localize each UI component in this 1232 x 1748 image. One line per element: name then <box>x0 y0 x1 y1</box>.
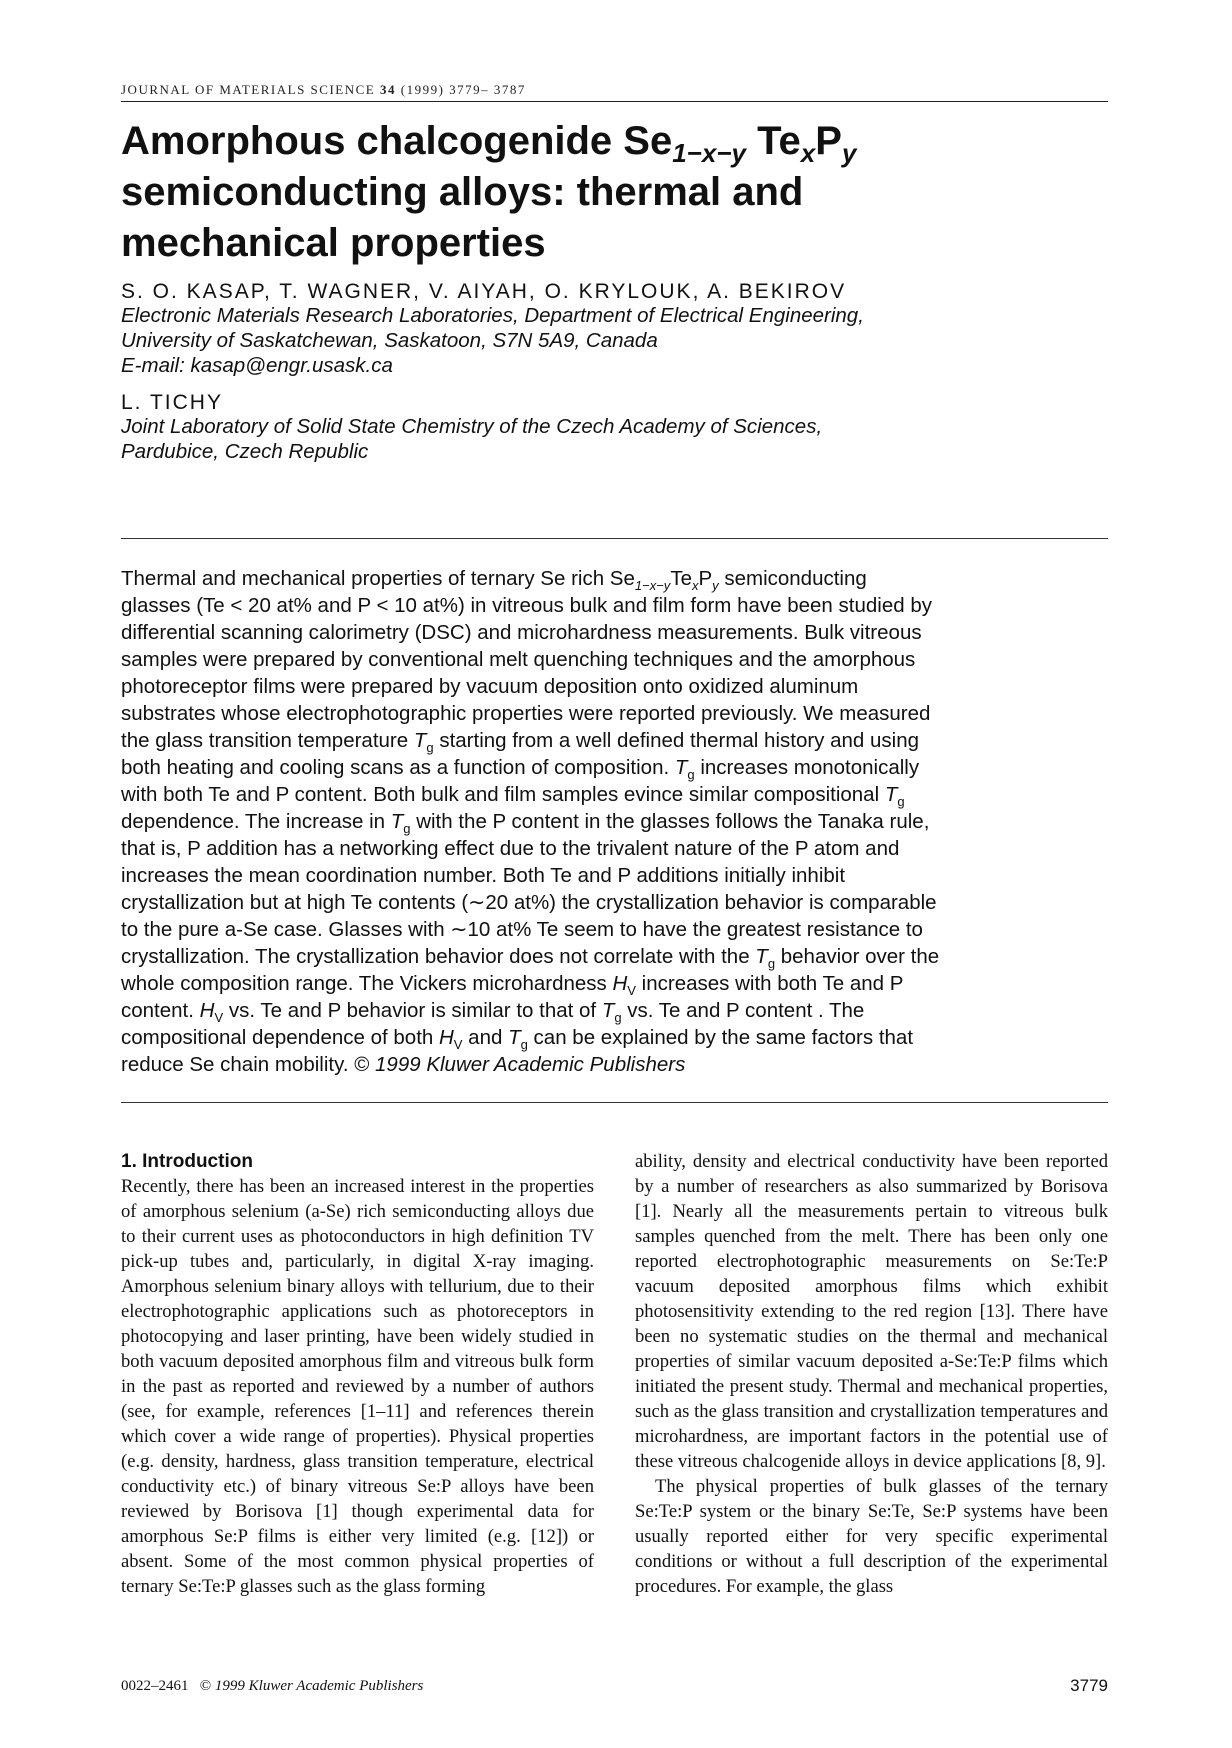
abstract-line: content. $H_V$ vs. Te and P behavior is similar to that of $T_g$ vs. Te and P content . The <box>121 999 865 1026</box>
title-line: semiconducting alloys: thermal and <box>121 170 804 214</box>
footer-issn <box>121 1678 423 1695</box>
paper-page <box>121 0 1108 1748</box>
journal-header <box>121 82 1108 102</box>
abstract-line: the glass transition temperature $T_g$ starting from a well defined thermal history and using <box>121 729 920 756</box>
divider-top <box>121 538 1108 539</box>
abstract-line: dependence. The increase in $T_g$ with the P content in the glasses follows the Tanaka rule, <box>121 810 930 837</box>
author-email: E-mail: kasap@engr.usask.ca <box>121 354 393 377</box>
affiliation-line: Joint Laboratory of Solid State Chemistry of the Czech Academy of Sciences, <box>121 415 823 438</box>
title-subscript: y <box>841 138 857 168</box>
body-column-left <box>121 1149 594 1599</box>
abstract-line: photoreceptor films were prepared by vacuum deposition onto oxidized aluminum <box>121 675 859 698</box>
abstract-line: substrates whose electrophotographic properties were reported previously. We measured <box>121 702 931 725</box>
abstract-line: crystallization. The crystallization behavior does not correlate with the $T_g$ behavior over the <box>121 945 940 972</box>
body-column-right <box>635 1149 1108 1599</box>
affiliation-2 <box>121 414 1108 464</box>
abstract <box>121 565 1108 1078</box>
abstract-line: compositional dependence of both $H_V$ and $T_g$ can be explained by the same factors that <box>121 1026 914 1053</box>
abstract-line: whole composition range. The Vickers microhardness $H_V$ increases with both Te and P <box>121 972 904 999</box>
abstract-line: reduce Se chain mobility. © 1999 Kluwer Academic Publishers <box>121 1053 686 1076</box>
divider-bottom <box>121 1102 1108 1103</box>
page-number: 3779 <box>1070 1676 1108 1695</box>
copyright-symbol: © <box>199 1678 212 1694</box>
journal-year-pages: (1999) 3779– 3787 <box>400 82 526 97</box>
title-subscript: 1−x−y <box>672 138 746 168</box>
body-paragraph: ability, density and electrical conductivity have been reported by a number of researchers as also summarized by Borisova [1]. Nearly all the measurements pertain to vitreous bulk samples quenched from the melt. There has been only one reported electrophotographic measurements on Se:Te:P vacuum deposited amorphous films which exhibit photosensitivity extending to the red region [13]. There have been no systematic studies on the thermal and mechanical properties of similar vacuum deposited a-Se:Te:P films which initiated the present study. Thermal and mechanical properties, such as the glass transition and crystallization temperatures and microhardness, are important factors in the potential use of these vitreous chalcogenide alloys in device applications [8, 9]. <box>635 1151 1108 1472</box>
abstract-line: increases the mean coordination number. Both Te and P additions initially inhibit <box>121 864 846 887</box>
abstract-line: glasses (Te < 20 at% and P < 10 at%) in vitreous bulk and film form have been studied by <box>121 594 932 617</box>
journal-name: JOURNAL OF MATERIALS SCIENCE <box>121 82 376 97</box>
body-paragraph: The physical properties of bulk glasses of the ternary Se:Te:P system or the binary Se:Te, Se:P systems have been usually reported either for very specific experimental conditions or without a full description of the experimental procedures. For example, the glass <box>635 1476 1108 1597</box>
abstract-line: both heating and cooling scans as a function of composition. $T_g$ increases monotonically <box>121 756 920 783</box>
body-paragraph: Recently, there has been an increased interest in the properties of amorphous selenium (a-Se) rich semiconducting alloys due to their current uses as photoconductors in high definition TV pick-up tubes and, particularly, in digital X-ray imaging. Amorphous selenium binary alloys with tellurium, due to their electrophotographic applications such as photoreceptors in photocopying and laser printing, have been widely studied in both vacuum deposited amorphous film and vitreous bulk form in the past as reported and reviewed by a number of authors (see, for example, references [1–11] and references therein which cover a wide range of properties). Physical properties (e.g. density, hardness, glass transition temperature, electrical conductivity etc.) of binary vitreous Se:P alloys have been reviewed by Borisova [1] though experimental data for amorphous Se:P films is either very limited (e.g. [12]) or absent. Some of the most common physical properties of ternary Se:Te:P glasses such as the glass forming <box>121 1176 594 1597</box>
author-list-1: S. O. KASAP, T. WAGNER, V. AIYAH, O. KRYLOUK, A. BEKIROV <box>121 280 847 303</box>
abstract-line: crystallization but at high Te contents (∼20 at%) the crystallization behavior is comparable <box>121 891 937 914</box>
abstract-line: to the pure a-Se case. Glasses with ∼10 at% Te seem to have the greatest resistance to <box>121 918 923 941</box>
affiliation-line: Pardubice, Czech Republic <box>121 440 369 463</box>
title-subscript: x <box>800 138 816 168</box>
journal-volume: 34 <box>379 82 396 97</box>
section-heading: 1. Introduction <box>121 1151 253 1172</box>
abstract-line: samples were prepared by conventional melt quenching techniques and the amorphous <box>121 648 916 671</box>
affiliation-1 <box>121 303 1108 378</box>
affiliation-line: University of Saskatchewan, Saskatoon, S7N 5A9, Canada <box>121 329 658 352</box>
title-part: Te <box>745 119 801 163</box>
title-part: P <box>815 119 842 163</box>
copyright-text: 1999 Kluwer Academic Publishers <box>214 1678 424 1694</box>
author-list-2: L. TICHY <box>121 391 223 414</box>
abstract-line: with both Te and P content. Both bulk and film samples evince similar compositional $T_g$ <box>121 783 905 810</box>
title-part: Amorphous chalcogenide Se <box>121 119 673 163</box>
abstract-line: differential scanning calorimetry (DSC) and microhardness measurements. Bulk vitreous <box>121 621 922 644</box>
issn: 0022–2461 <box>121 1678 189 1694</box>
abstract-line: that is, P addition has a networking effect due to the trivalent nature of the P atom and <box>121 837 900 860</box>
paper-title <box>121 116 1108 269</box>
abstract-line: Thermal and mechanical properties of ternary Se rich $Se_{1-x-y}Te_xP_y$ semiconducting <box>121 567 867 594</box>
affiliation-line: Electronic Materials Research Laboratories, Department of Electrical Engineering, <box>121 304 864 327</box>
title-line: mechanical properties <box>121 221 546 265</box>
